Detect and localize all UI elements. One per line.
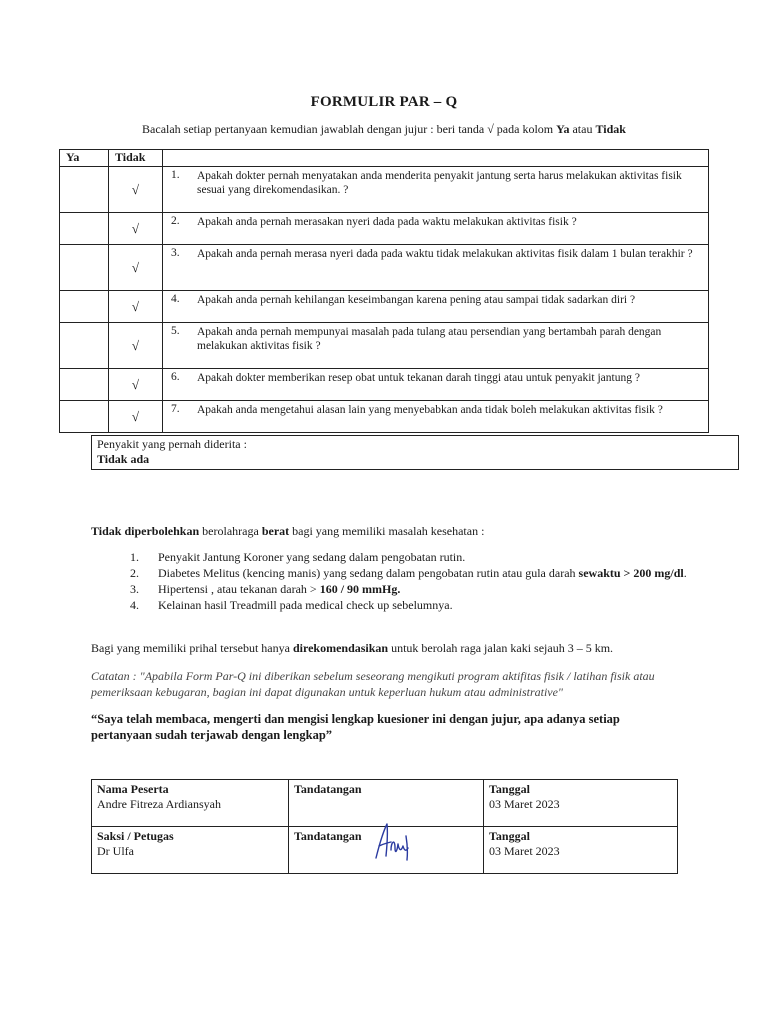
list-item: 3. Hipertensi , atau tekanan darah > 160 / 90 mmHg. (130, 582, 401, 596)
question-text: Apakah anda pernah mempunyai masalah pada tulang atau persendian yang bertambah parah dengan melakukan aktivitas fisik ? (197, 326, 662, 352)
question-number: 3. (171, 247, 180, 259)
table-row (60, 167, 709, 213)
instruction-tidak: Tidak (595, 122, 626, 136)
question-text: Apakah dokter memberikan resep obat untuk tekanan darah tinggi atau untuk penyakit jantung ? (197, 372, 640, 384)
check-ya[interactable] (60, 213, 109, 245)
check-ya[interactable] (60, 369, 109, 401)
officer-name-cell[interactable]: Saksi / Petugas Dr Ulfa (92, 827, 289, 874)
list-item: 1. Penyakit Jantung Koroner yang sedang dalam pengobatan rutin. (130, 550, 466, 564)
instruction-ya: Ya (556, 122, 570, 136)
question-number: 4. (171, 293, 180, 305)
header-ya: Ya (60, 150, 109, 167)
check-tidak[interactable]: √ (109, 167, 163, 213)
officer-date: 03 Maret 2023 (489, 844, 560, 858)
check-tidak[interactable]: √ (109, 369, 163, 401)
table-row (60, 369, 709, 401)
disease-history-box (91, 435, 739, 470)
recommendation-text: Bagi yang memiliki prihal tersebut hanya direkomendasikan untuk berolah raga jalan kaki sejauh 3 – 5 km. (91, 641, 614, 655)
table-row (60, 213, 709, 245)
check-tidak[interactable]: √ (109, 245, 163, 291)
participant-name: Andre Fitreza Ardiansyah (97, 797, 221, 811)
check-ya[interactable] (60, 291, 109, 323)
check-ya[interactable] (60, 323, 109, 369)
header-question (163, 150, 709, 167)
table-header-row (60, 150, 709, 167)
warning-text: Tidak diperbolehkan berolahraga berat bagi yang memiliki masalah kesehatan : (91, 524, 485, 538)
parq-question-table (59, 149, 709, 433)
conditions-list (130, 549, 690, 613)
question-number: 1. (171, 169, 180, 181)
officer-date-cell[interactable]: Tanggal 03 Maret 2023 (484, 827, 678, 874)
declaration-text: “Saya telah membaca, mengerti dan mengisi lengkap kuesioner ini dengan jujur, apa adanya setiap pertanyaan sudah terjawab dengan lengkap” (91, 712, 620, 742)
question-number: 5. (171, 325, 180, 337)
question-number: 6. (171, 371, 180, 383)
check-tidak[interactable]: √ (109, 323, 163, 369)
question-text: Apakah dokter pernah menyatakan anda menderita penyakit jantung serta harus melakukan aktivitas fisik sesuai yang direkomendasikan. ? (197, 170, 682, 196)
question-number: 2. (171, 215, 180, 227)
question-text: Apakah anda pernah kehilangan keseimbangan karena pening atau sampai tidak sadarkan diri ? (197, 294, 636, 306)
check-ya[interactable] (60, 245, 109, 291)
participant-date-cell[interactable]: Tanggal 03 Maret 2023 (484, 780, 678, 827)
question-text: Apakah anda pernah merasa nyeri dada pada waktu tidak melakukan aktivitas fisik dalam 1 bulan terakhir ? (197, 248, 693, 260)
disease-history-value[interactable]: Tidak ada (97, 452, 150, 466)
question-text: Apakah anda pernah merasakan nyeri dada pada waktu melakukan aktivitas fisik ? (197, 216, 577, 228)
table-row (60, 291, 709, 323)
participant-name-cell[interactable]: Nama Peserta Andre Fitreza Ardiansyah (92, 780, 289, 827)
check-tidak[interactable]: √ (109, 291, 163, 323)
disease-history-label: Penyakit yang pernah diderita : (97, 437, 247, 451)
list-item: 4. Kelainan hasil Treadmill pada medical check up sebelumnya. (130, 598, 453, 612)
header-tidak: Tidak (109, 150, 163, 167)
form-title: FORMULIR PAR – Q (310, 94, 458, 110)
note-text: Catatan : "Apabila Form Par-Q ini diberikan sebelum seseorang mengikuti program aktifitas fisik / latihan fisik atau pemeriksaan kebugaran, bagian ini dapat digunakan untuk keperluan hukum atau administrative" (91, 669, 655, 699)
list-item: 2. Diabetes Melitus (kencing manis) yang sedang dalam pengobatan rutin atau gula darah sewaktu > 200 mg/dl. (130, 566, 687, 580)
table-row (60, 323, 709, 369)
question-text: Apakah anda mengetahui alasan lain yang menyebabkan anda tidak boleh melakukan aktivitas fisik ? (197, 404, 663, 416)
table-row (60, 245, 709, 291)
officer-name: Dr Ulfa (97, 844, 134, 858)
instruction-text: Bacalah setiap pertanyaan kemudian jawablah dengan jujur : beri tanda √ pada kolom Ya atau Tidak (142, 122, 626, 136)
question-number: 7. (171, 403, 180, 415)
participant-signature-cell[interactable]: Tandatangan (289, 780, 484, 827)
check-ya[interactable] (60, 401, 109, 433)
check-tidak[interactable]: √ (109, 401, 163, 433)
participant-date: 03 Maret 2023 (489, 797, 560, 811)
check-tidak[interactable]: √ (109, 213, 163, 245)
handwritten-signature (373, 820, 413, 864)
check-ya[interactable] (60, 167, 109, 213)
officer-signature-cell[interactable]: Tandatangan (289, 827, 484, 874)
table-row (60, 401, 709, 433)
